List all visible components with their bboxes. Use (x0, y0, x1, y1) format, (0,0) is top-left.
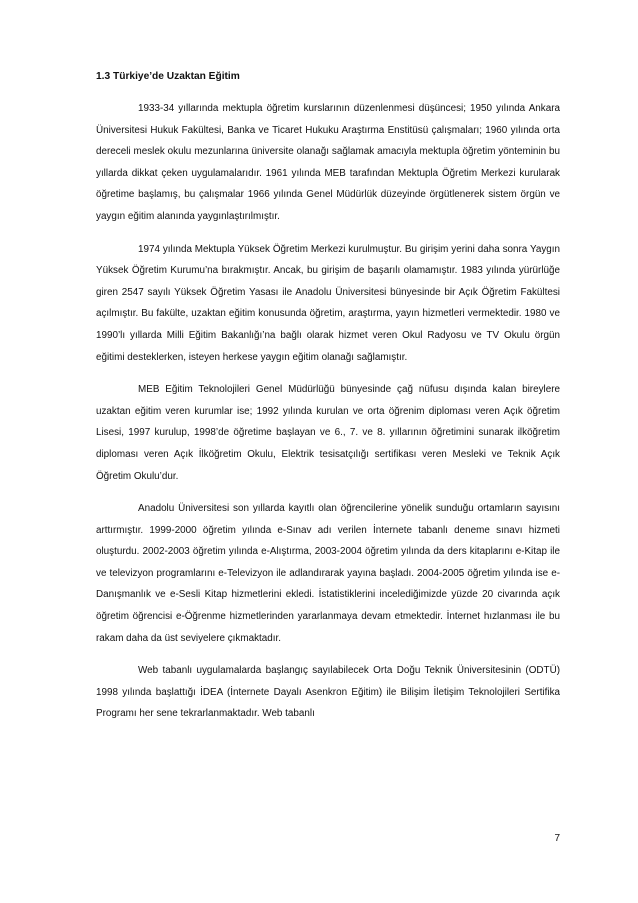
document-page (96, 70, 560, 736)
page-number: 7 (554, 833, 560, 844)
paragraph-3: MEB Eğitim Teknolojileri Genel Müdürlüğü bünyesinde çağ nüfusu dışında kalan bireylere uzaktan eğitim veren kurumlar ise; 1992 yılında kurulan ve orta öğrenim diploması veren Açık öğretim Lisesi, 1997 kurulup, 1998’de öğretime başlayan ve 6., 7. ve 8. yıllarının öğretimini sunarak ilköğretim diploması veren Açık İlköğretim Okulu, Elektrik tesisatçılığı sertifikası veren Mesleki ve Teknik Açık Öğretim Okulu’dur. (96, 384, 560, 482)
paragraph-5: Web tabanlı uygulamalarda başlangıç sayılabilecek Orta Doğu Teknik Üniversitesinin (ODTÜ) 1998 yılında başlattığı İDEA (İnternete Dayalı Asenkron Eğitim) ile Bilişim İletişim Teknolojileri Sertifika Programı her sene tekrarlanmaktadır. Web tabanlı (96, 665, 560, 720)
paragraph-1: 1933-34 yıllarında mektupla öğretim kurslarının düzenlenmesi düşüncesi; 1950 yılında Ankara Üniversitesi Hukuk Fakültesi, Banka ve Ticaret Hukuku Araştırma Enstitüsü çalışmaları; 1960 yılında orta dereceli meslek okulu mezunlarına üniversite olanağı sağlamak amacıyla mektupla öğretim yönteminin bu yıllarda dikkat çeken uygulamalarıdır. 1961 yılında MEB tarafından Mektupla Öğretim Merkezi kurularak öğretime başlamış, bu çalışmalar 1966 yılında Genel Müdürlük düzeyinde örgütlenerek sistem örgün ve yaygın eğitim alanında yaygınlaştırılmıştır. (96, 103, 560, 222)
paragraph-2: 1974 yılında Mektupla Yüksek Öğretim Merkezi kurulmuştur. Bu girişim yerini daha sonra Yaygın Yüksek Öğretim Kurumu’na bırakmıştır. Ancak, bu girişim de başarılı olamamıştır. 1983 yılında yürürlüğe giren 2547 sayılı Yüksek Öğretim Yasası ile Anadolu Üniversitesi bünyesinde bir Açık Öğretim Fakültesi açılmıştır. Bu fakülte, uzaktan eğitim konusunda öğretim, araştırma, yayın hizmetleri vermektedir. 1980 ve 1990’lı yıllarda Milli Eğitim Bakanlığı’na bağlı olarak hizmet veren Okul Radyosu ve TV Okulu örgün eğitimi desteklerken, isteyen herkese yaygın eğitim olanağı sağlamıştır. (96, 243, 560, 363)
paragraph-4: Anadolu Üniversitesi son yıllarda kayıtlı olan öğrencilerine yönelik sunduğu ortamların sayısını arttırmıştır. 1999-2000 öğretim yılında e-Sınav adı verilen İnternete tabanlı deneme sınavı hizmeti oluşturdu. 2002-2003 öğretim yılında e-Alıştırma, 2003-2004 öğretim yılında da ders kitaplarını e-Kitap ile ve televizyon programlarını e-Televizyon ile adlandırarak yayına başladı. 2004-2005 öğretim yılında ise e-Danışmanlık ve e-Sesli Kitap hizmetlerini ekledi. İstatistiklerini incelediğimizde yüzde 20 civarında açık öğretim öğrencisi e-Öğrenme hizmetlerinden yararlanmaya devam etmektedir. İnternet hızlanması ile bu rakam daha da üst seviyelere çıkmaktadır. (96, 503, 560, 644)
section-heading: 1.3 Türkiye’de Uzaktan Eğitim (96, 71, 240, 82)
